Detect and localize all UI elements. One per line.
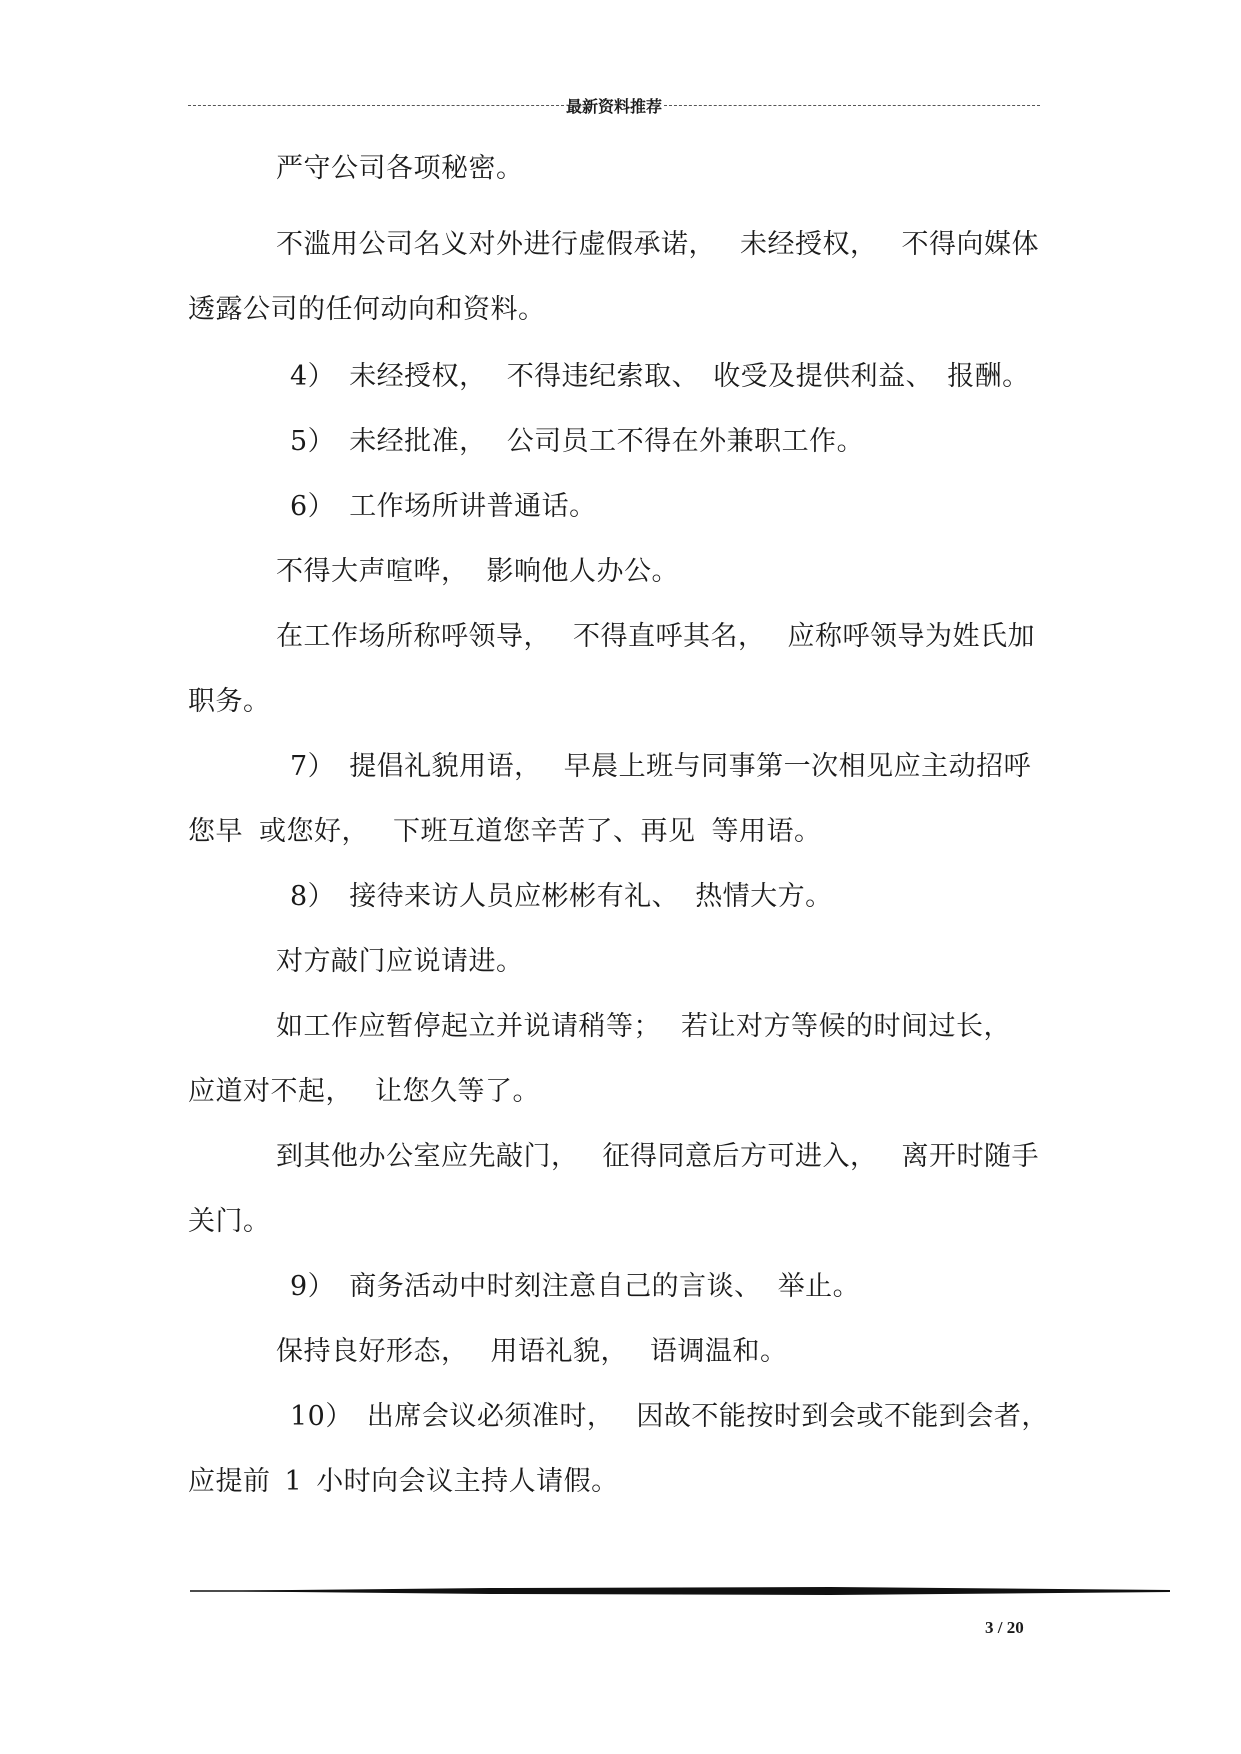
- text-line: 如工作应暂停起立并说请稍等； 若让对方等候的时间过长，: [276, 1011, 1011, 1042]
- text-line: 5） 未经批准， 公司员工不得在外兼职工作。: [290, 426, 865, 457]
- text-line: 4） 未经授权， 不得违纪索取、 收受及提供利益、 报酬。: [290, 361, 1030, 392]
- text-line: 应提前 1 小时向会议主持人请假。: [188, 1466, 619, 1497]
- text-line: 应道对不起， 让您久等了。: [188, 1076, 540, 1107]
- text-line: 6） 工作场所讲普通话。: [290, 491, 597, 522]
- page-number: 3 / 20: [985, 1618, 1024, 1637]
- text-line: 不滥用公司名义对外进行虚假承诺， 未经授权， 不得向媒体: [276, 229, 1039, 260]
- text-line: 保持良好形态， 用语礼貌， 语调温和。: [276, 1336, 788, 1367]
- text-line: 8） 接待来访人员应彬彬有礼、 热情大方。: [290, 881, 833, 912]
- text-line: 对方敲门应说请进。: [276, 946, 524, 977]
- header-dash-right: [664, 105, 1040, 106]
- text-line: 到其他办公室应先敲门， 征得同意后方可进入， 离开时随手: [276, 1141, 1039, 1172]
- text-line: 透露公司的任何动向和资料。: [188, 294, 546, 325]
- text-line: 您早 或您好， 下班互道您辛苦了、再见 等用语。: [188, 816, 822, 847]
- text-line: 严守公司各项秘密。: [276, 153, 524, 184]
- text-line: 不得大声喧哗， 影响他人办公。: [276, 556, 679, 587]
- header-dash-left: [188, 105, 564, 106]
- header-title: 最新资料推荐: [566, 96, 663, 116]
- text-line: 9） 商务活动中时刻注意自己的言谈、 举止。: [290, 1271, 861, 1302]
- text-line: 10） 出席会议必须准时， 因故不能按时到会或不能到会者，: [290, 1401, 1049, 1432]
- footer-divider: [190, 1586, 1170, 1596]
- page-header: [188, 90, 1040, 120]
- text-line: 在工作场所称呼领导， 不得直呼其名， 应称呼领导为姓氏加: [276, 621, 1035, 652]
- text-line: 7） 提倡礼貌用语， 早晨上班与同事第一次相见应主动招呼: [290, 751, 1032, 782]
- text-line: 职务。: [188, 686, 271, 717]
- text-line: 关门。: [188, 1206, 271, 1237]
